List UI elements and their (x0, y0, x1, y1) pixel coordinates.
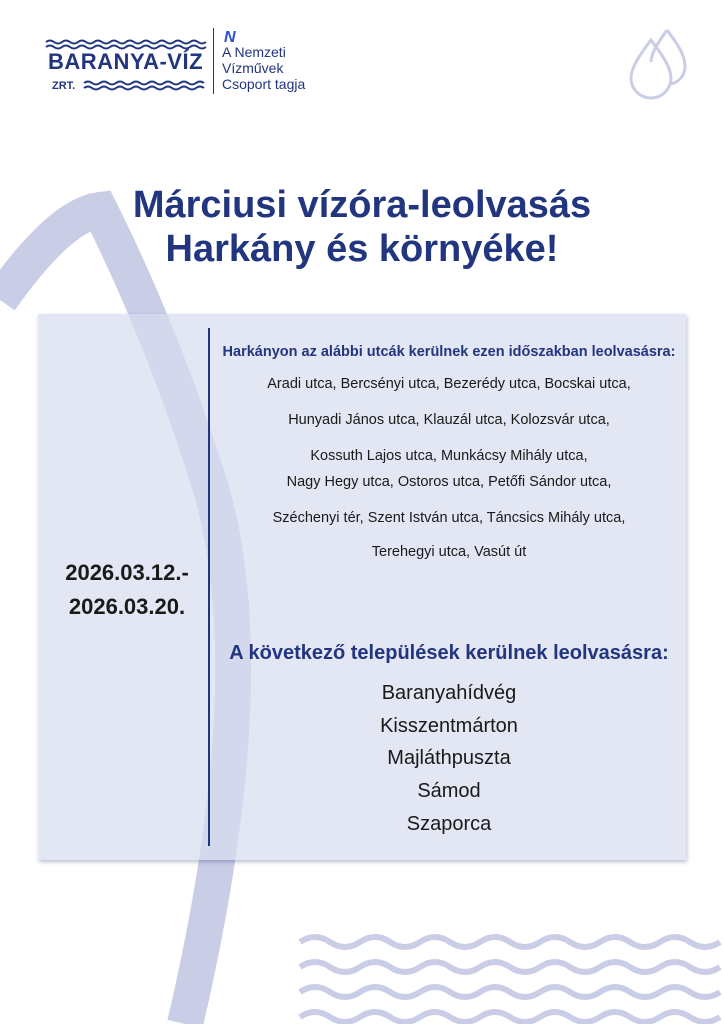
reading-period (42, 556, 212, 624)
period-start: 2026.03.12.- (65, 560, 189, 585)
streets-heading: Harkányon az alábbi utcák kerülnek ezen időszakban leolvasásra: (222, 344, 676, 360)
logo-divider (213, 28, 214, 94)
town-item: Kisszentmárton (380, 715, 518, 737)
street-line: Nagy Hegy utca, Ostoros utca, Petőfi Sándor utca, (286, 474, 612, 490)
waves-icon (300, 937, 720, 1022)
town-item: Sámod (417, 780, 481, 802)
towns-heading: A következő települések kerülnek leolvasásra: (229, 642, 669, 664)
group-mark-icon: N (224, 29, 236, 46)
page-title (0, 183, 724, 271)
group-line: Csoport tagja (222, 76, 306, 92)
street-line: Kossuth Lajos utca, Munkácsy Mihály utca, (310, 448, 588, 464)
street-line: Széchenyi tér, Szent István utca, Táncsics Mihály utca, (272, 510, 626, 526)
group-line: A Nemzeti (222, 44, 286, 60)
title-line: Harkány és környéke! (165, 228, 559, 270)
street-line: Terehegyi utca, Vasút út (371, 544, 527, 560)
group-line: Vízművek (222, 60, 284, 76)
title-line: Márciusi vízóra-leolvasás (132, 184, 592, 226)
street-line: Hunyadi János utca, Klauzál utca, Kolozsvár utca, (288, 412, 610, 428)
period-end: 2026.03.20. (68, 594, 186, 619)
town-item: Majláthpuszta (387, 747, 511, 769)
brand-suffix: ZRT. (52, 80, 76, 92)
brand-name: BARANYA-VÍZ (48, 49, 204, 74)
street-line: Aradi utca, Bercsényi utca, Bezerédy utca, Bocskai utca, (267, 376, 631, 392)
town-item: Szaporca (406, 813, 492, 835)
water-drops-icon (627, 26, 689, 104)
logo (44, 26, 344, 106)
group-text (222, 44, 305, 92)
town-item: Baranyahídvég (381, 682, 517, 704)
